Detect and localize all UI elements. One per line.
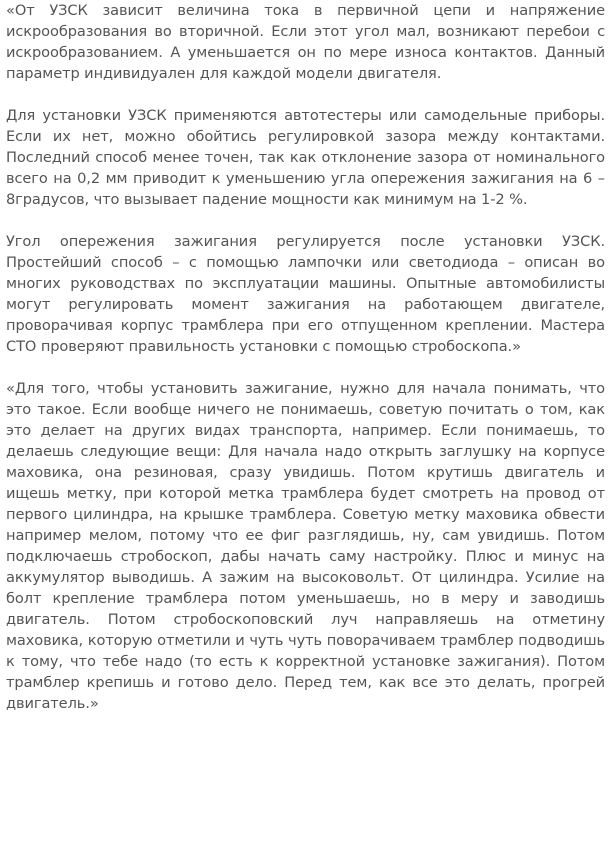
paragraph-uzsk-setup: Для установки УЗСК применяются автотестеры или самодельные приборы. Если их нет, можно обойтись регулировкой зазора между контактами. Последний способ менее точен, так как отклонение зазора от номинального всего на 0,2 мм приводит к уменьшению угла опережения зажигания на 6 – 8градусов, что вызывает падение мощности как минимум на 1-2 %. xyxy=(6,107,605,208)
paragraph-ignition-timing: Угол опережения зажигания регулируется после установки УЗСК. Простейший способ – с помощью лампочки или светодиода – описан во многих руководствах по эксплуатации машины. Опытные автомобилисты могут регулировать момент зажигания на работающем двигателе, проворачивая корпус трамблера при его отпущенном креплении. Мастера СТО проверяют правильность установки с помощью стробоскопа.» xyxy=(6,233,605,355)
paragraph-stroboscope-instructions: «Для того, чтобы установить зажигание, нужно для начала понимать, что это такое. Если вообще ничего не понимаешь, советую почитать о том, как это делает на других видах транспорта, например. Если понимаешь, то делаешь следующие вещи: Для начала надо открыть заглушку на корпусе маховика, она резиновая, сразу увидишь. Потом крутишь двигатель и ищешь метку, при которой метка трамблера будет смотреть на провод от первого цилиндра, на крышке трамблера. Советую метку маховика обвести например мелом, потому что ее фиг разглядишь, ну, сам увидишь. Потом подключаешь стробоскоп, дабы начать саму настройку. Плюс и минус на аккумулятор выводишь. А зажим на высоковольт. От цилиндра. Усилие на болт крепление трамблера потом уменьшаешь, но в меру и заводишь двигатель. Потом стробоскоповский луч направляешь на отметину маховика, которую отметили и чуть чуть поворачиваем трамблер подводишь к тому, что тебе надо (то есть к корректной установке зажигания). Потом трамблер крепишь и готово дело. Перед тем, как все это делать, прогрей двигатель.» xyxy=(6,380,605,712)
paragraph-uzsk-intro: «От УЗСК зависит величина тока в первичной цепи и напряжение искрообразования во вторичной. Если этот угол мал, возникают перебои с искрообразованием. А уменьшается он по мере износа контактов. Данный параметр индивидуален для каждой модели двигателя. xyxy=(6,2,605,82)
